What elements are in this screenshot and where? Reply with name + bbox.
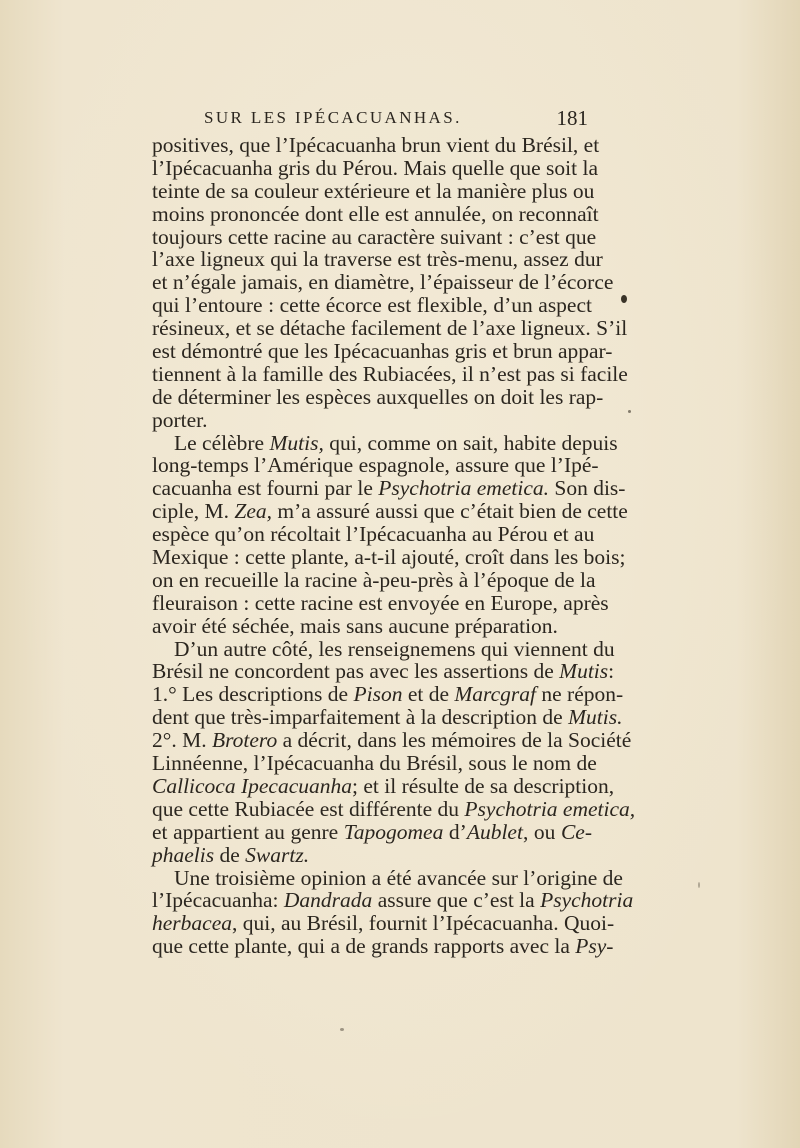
text-line	[152, 294, 592, 317]
text-line	[152, 567, 596, 592]
italic-text: phaelis	[152, 842, 215, 867]
italic-text: Dandrada	[283, 888, 373, 913]
text-segment: on en recueille la racine à-peu-près à l’époque de la	[152, 567, 596, 592]
text-line	[152, 705, 623, 730]
text-segment: teinte de sa couleur extérieure et la manière plus ou	[152, 178, 595, 203]
text-line	[152, 430, 618, 455]
text-line	[152, 224, 597, 249]
text-segment: Linnéenne, l’Ipécacuanha du Brésil, sous le nom de	[152, 751, 597, 776]
text-segment: :	[608, 659, 615, 684]
text-line	[152, 682, 624, 707]
text-segment: est démontré que les Ipécacuanhas gris et brun appar-	[152, 339, 613, 364]
text-segment: tiennent à la famille des Rubiacées, il n’est pas si facile	[152, 361, 628, 386]
italic-text: Mutis.	[568, 705, 623, 730]
text-line	[152, 590, 609, 615]
text-line	[152, 844, 592, 867]
text-line	[152, 178, 595, 203]
text-line	[152, 270, 614, 295]
text-line	[152, 615, 592, 638]
text-line	[152, 476, 626, 501]
text-line	[152, 773, 615, 798]
text-segment: l’Ipécacuanha:	[152, 888, 284, 913]
text-segment: , qui, au Brésil, fournit l’Ipécacuanha. Quoi-	[232, 911, 615, 936]
text-line	[152, 499, 628, 524]
italic-text: Ce-	[560, 819, 593, 844]
text-segment: 2°. M.	[152, 728, 212, 753]
italic-text: Marcgraf	[454, 682, 537, 707]
text-segment: dent que très-imparfaitement à la description de	[152, 705, 569, 730]
running-title: SUR LES IPÉCACUANHAS.	[204, 108, 462, 127]
text-segment: résineux, et se détache facilement de l’axe ligneux. S’il	[152, 316, 628, 341]
text-line	[152, 384, 604, 409]
italic-text: Pison	[353, 682, 403, 707]
italic-text: Callicoca Ipecacuanha	[152, 773, 353, 798]
text-line	[152, 409, 592, 432]
text-segment: m’a assuré aussi que c’était bien de cette	[272, 499, 628, 524]
text-segment: d’	[443, 819, 467, 844]
text-segment: D’un autre côté, les renseignemens qui viennent du	[174, 636, 615, 661]
text-segment: , ou	[522, 819, 561, 844]
text-segment: ne répon-	[536, 682, 624, 707]
italic-text: Psychotria	[540, 888, 634, 913]
text-line	[152, 453, 599, 478]
text-segment: Mexique : cette plante, a-t-il ajouté, croît dans les bois;	[152, 545, 626, 570]
italic-text: Zea,	[234, 499, 273, 524]
italic-text: Mutis	[559, 659, 609, 684]
text-segment: qui, comme on sait, habite depuis	[323, 430, 618, 455]
text-line	[152, 545, 626, 570]
italic-text: Swartz.	[245, 842, 310, 867]
text-line	[152, 934, 614, 959]
text-segment: positives, que l’Ipécacuanha brun vient du Brésil, et	[152, 133, 600, 157]
text-segment: Une troisième opinion a été avancée sur l’origine de	[174, 865, 623, 890]
text-segment: Son dis-	[549, 476, 626, 501]
text-line	[152, 636, 615, 661]
text-segment: a décrit, dans les mémoires de la Société	[277, 728, 632, 753]
text-segment: et de	[402, 682, 455, 707]
text-segment: moins prononcée dont elle est annulée, on reconnaît	[152, 201, 599, 226]
text-segment: long-temps l’Amérique espagnole, assure que l’Ipé-	[152, 453, 599, 478]
italic-text: Mutis,	[269, 430, 324, 455]
text-segment: ciple, M.	[152, 499, 235, 524]
text-segment: cacuanha est fourni par le	[152, 476, 379, 501]
page-number: 181	[556, 106, 588, 130]
ink-speck	[340, 1028, 344, 1031]
text-line	[152, 522, 595, 547]
page-header	[204, 106, 588, 134]
text-line	[152, 728, 632, 753]
text-segment: de	[214, 842, 246, 867]
text-segment: que cette Rubiacée est différente du	[152, 796, 465, 821]
text-line	[152, 247, 603, 272]
text-segment: espèce qu’on récoltait l’Ipécacuanha au Pérou et au	[152, 522, 595, 547]
italic-text: Psychotria emetica.	[378, 476, 549, 501]
text-segment: 1.° Les descriptions de	[152, 682, 354, 707]
text-segment: toujours cette racine au caractère suivant : c’est que	[152, 224, 597, 249]
text-segment: Le célèbre	[174, 430, 270, 455]
text-segment: assure que c’est la	[372, 888, 541, 913]
text-line	[152, 659, 615, 684]
body-text	[152, 133, 636, 959]
text-segment: ; et il résulte de sa description,	[352, 773, 615, 798]
text-line	[152, 201, 599, 226]
text-segment: et appartient au genre	[152, 819, 344, 844]
text-line	[152, 751, 597, 776]
ink-speck	[595, 692, 598, 695]
text-line	[152, 155, 598, 180]
text-segment: fleuraison : cette racine est envoyée en Europe, après	[152, 590, 609, 615]
italic-text: herbacea	[152, 911, 232, 936]
text-segment: qui l’entoure : cette écorce est flexible, d’un aspect	[152, 293, 592, 318]
text-segment: et n’égale jamais, en diamètre, l’épaisseur de l’écorce	[152, 270, 614, 295]
text-line	[152, 339, 613, 364]
text-segment: de déterminer les espèces auxquelles on doit les rap-	[152, 384, 604, 409]
text-segment: Brésil ne concordent pas avec les assertions de	[152, 659, 560, 684]
text-line	[152, 865, 623, 890]
italic-text: Psychotria emetica,	[464, 796, 636, 821]
italic-text: Aublet	[466, 819, 523, 844]
text-segment: l’Ipécacuanha gris du Pérou. Mais quelle que soit la	[152, 155, 598, 180]
text-line	[152, 361, 628, 386]
text-line	[152, 316, 628, 341]
ink-speck	[628, 410, 631, 413]
italic-text: Brotero	[211, 728, 278, 753]
italic-text: Psy-	[575, 934, 614, 959]
text-segment: l’axe ligneux qui la traverse est très-menu, assez dur	[152, 247, 603, 272]
text-line	[152, 133, 600, 157]
text-segment: que cette plante, qui a de grands rapports avec la	[152, 934, 576, 959]
text-segment: avoir été séchée, mais sans aucune préparation.	[152, 613, 558, 638]
italic-text: Tapogomea	[343, 819, 444, 844]
text-segment: porter.	[152, 407, 208, 432]
ink-speck	[621, 295, 627, 303]
ink-speck	[698, 882, 700, 888]
text-line	[152, 888, 634, 913]
text-line	[152, 796, 636, 821]
text-line	[152, 821, 592, 844]
text-line	[152, 911, 615, 936]
